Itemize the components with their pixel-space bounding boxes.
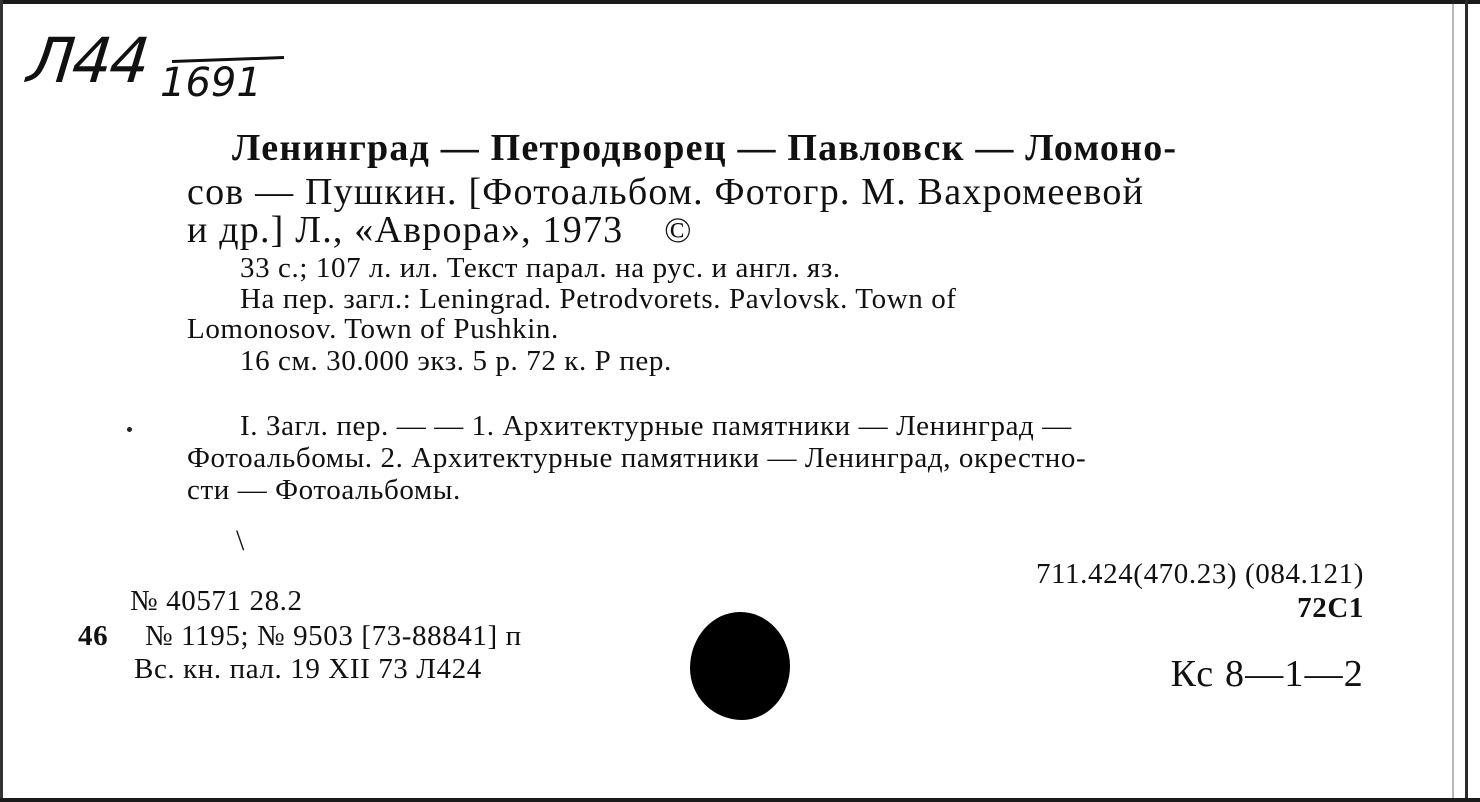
card-edge-right-shadow — [1452, 0, 1454, 802]
handwritten-shelfmark: Л44 — [24, 24, 152, 97]
udc-index: 711.424(470.23) (084.121) — [1035, 558, 1364, 590]
card-edge-bottom — [0, 798, 1480, 802]
entry-line-2: сов — Пушкин. [Фотоальбом. Фотогр. М. Вахромеевой — [187, 171, 1145, 213]
tracings-line-2: Фотоальбомы. 2. Архитектурные памятники — Ленинград, окрестно- — [187, 442, 1087, 474]
stray-mark: \ — [236, 524, 245, 557]
card-edge-top — [0, 0, 1480, 4]
collation-line-3: Lomonosov. Town of Pushkin. — [187, 313, 559, 345]
bbk-index: 72С1 — [1297, 592, 1364, 624]
ink-blot — [690, 612, 790, 720]
imprint-line-1: № 40571 28.2 — [130, 585, 303, 617]
collation-line-2: На пер. загл.: Leningrad. Petrodvorets. Pavlovsk. Town of — [240, 283, 957, 315]
number-46: 46 — [78, 620, 109, 652]
card-edge-left — [0, 0, 3, 802]
handwritten-accession-number: 1691 — [160, 60, 262, 106]
entry-line-1 — [232, 126, 1177, 170]
dot-mark — [127, 427, 132, 432]
tracings-line-3: сти — Фотоальбомы. — [187, 474, 461, 506]
kc-code: Кс 8—1—2 — [1170, 653, 1364, 695]
entry-line-3 — [187, 208, 693, 252]
imprint-line-3: Вс. кн. пал. 19 XII 73 Л424 — [134, 653, 482, 685]
collation-line-1: 33 с.; 107 л. ил. Текст парал. на рус. и англ. яз. — [240, 252, 841, 284]
imprint-line-2: № 1195; № 9503 [73-88841] п — [145, 620, 522, 652]
entry-imprint: и др.] Л., «Аврора», 1973 — [187, 209, 624, 251]
copyright-sign: © — [664, 210, 693, 250]
entry-heading: Ленинград — Петродворец — Павловск — Ломоно- — [232, 127, 1178, 169]
card-edge-right — [1465, 0, 1468, 802]
collation-line-4: 16 см. 30.000 экз. 5 р. 72 к. Р пер. — [240, 345, 672, 377]
tracings-line-1: I. Загл. пер. — — 1. Архитектурные памятники — Ленинград — — [240, 410, 1072, 442]
